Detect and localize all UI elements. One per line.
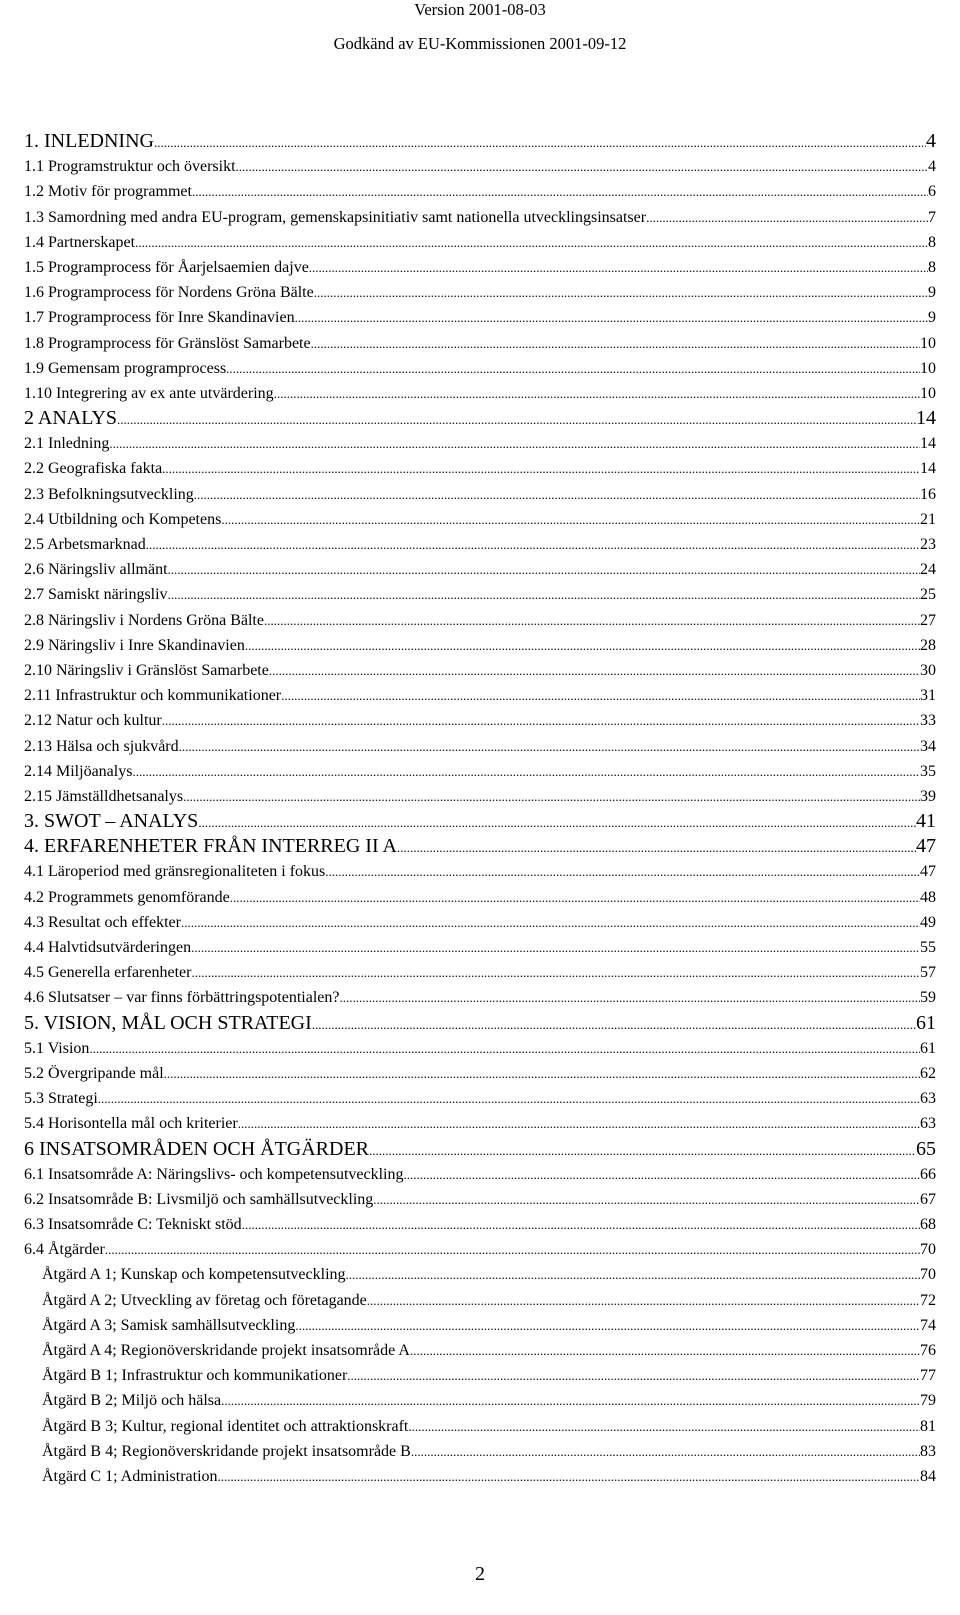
toc-entry-page: 57 [920, 964, 936, 982]
dot-leader [295, 1313, 920, 1338]
toc-entry-page: 21 [920, 510, 936, 528]
table-of-contents [24, 129, 936, 1489]
toc-entry[interactable] [24, 910, 936, 935]
toc-entry[interactable] [24, 1111, 936, 1136]
toc-entry-title: 5.4 Horisontella mål och kriterier [24, 1115, 238, 1133]
dot-leader [105, 1237, 920, 1262]
dot-leader [347, 1363, 920, 1388]
toc-entry[interactable] [24, 280, 936, 305]
toc-entry[interactable] [24, 129, 936, 154]
toc-entry-title: Åtgärd B 3; Kultur, regional identitet och attraktionskraft [42, 1417, 409, 1435]
toc-entry-title: 2.11 Infrastruktur och kommunikationer [24, 687, 282, 705]
toc-entry[interactable] [24, 1212, 936, 1237]
toc-entry-title: 2.5 Arbetsmarknad [24, 536, 146, 553]
toc-entry-title: 2.3 Befolkningsutveckling [24, 485, 194, 503]
dot-leader [314, 280, 928, 305]
toc-entry-title: 4. ERFARENHETER FRÅN INTERREG II A [24, 835, 397, 858]
toc-entry[interactable] [24, 557, 936, 582]
toc-entry-title: Åtgärd B 1; Infrastruktur och kommunikationer [42, 1367, 348, 1385]
toc-entry[interactable] [24, 431, 936, 456]
dot-leader [109, 431, 920, 456]
toc-entry-page: 8 [928, 233, 936, 251]
dot-leader [117, 407, 916, 432]
toc-entry-title: 5. VISION, MÅL OCH STRATEGI [24, 1011, 312, 1034]
toc-entry[interactable] [24, 1162, 936, 1187]
toc-entry-page: 35 [920, 762, 936, 780]
toc-entry-title: 1.8 Programprocess för Gränslöst Samarbete [24, 334, 311, 352]
toc-entry[interactable] [24, 1414, 936, 1439]
toc-entry-title: 6.1 Insatsområde A: Näringslivs- och kompetensutveckling [24, 1165, 404, 1183]
toc-entry-page: 55 [920, 939, 936, 956]
dot-leader [230, 885, 920, 910]
toc-entry-title: 5.2 Övergripande mål [24, 1064, 164, 1082]
dot-leader [264, 608, 920, 633]
toc-entry-title: 1.4 Partnerskapet [24, 233, 136, 251]
dot-leader [146, 532, 920, 557]
toc-entry[interactable] [24, 406, 936, 431]
dot-leader [98, 1086, 920, 1111]
dot-leader [309, 255, 928, 280]
toc-entry[interactable] [24, 1388, 936, 1413]
toc-entry-title: 2.7 Samiskt näringsliv [24, 586, 168, 604]
toc-entry[interactable] [24, 759, 936, 784]
dot-leader [168, 557, 920, 582]
toc-entry-page: 9 [928, 309, 936, 327]
toc-entry-page: 14 [920, 460, 936, 478]
toc-entry[interactable] [24, 1313, 936, 1338]
toc-entry-title: 1.5 Programprocess för Åarjelsaemien dajve [24, 258, 309, 276]
toc-entry-page: 77 [920, 1367, 936, 1385]
toc-entry-page: 47 [916, 835, 936, 858]
toc-entry[interactable] [24, 1137, 936, 1162]
dot-leader [646, 205, 928, 230]
dot-leader [162, 456, 920, 481]
toc-entry[interactable] [24, 1061, 936, 1086]
dot-leader [191, 935, 920, 960]
toc-entry-title: 1.2 Motiv för programmet [24, 183, 192, 201]
dot-leader [192, 179, 928, 204]
toc-entry[interactable] [24, 784, 936, 809]
toc-entry-title: 2.15 Jämställdhetsanalys [24, 787, 184, 805]
dot-leader [346, 1262, 920, 1287]
toc-entry-page: 63 [920, 1115, 936, 1133]
toc-entry-title: 4.6 Slutsatser – var finns förbättringspotentialen? [24, 989, 340, 1007]
dot-leader [89, 1036, 920, 1061]
toc-entry-page: 23 [920, 536, 936, 553]
dot-leader [367, 1288, 920, 1313]
toc-entry-title: 1.1 Programstruktur och översikt [24, 158, 236, 176]
toc-entry-title: 6.2 Insatsområde B: Livsmiljö och samhällsutveckling [24, 1190, 374, 1208]
dot-leader [132, 759, 920, 784]
toc-entry-page: 67 [920, 1190, 936, 1208]
toc-entry-page: 4 [926, 130, 936, 152]
toc-entry[interactable] [24, 331, 936, 356]
dot-leader [236, 154, 928, 179]
toc-entry[interactable] [24, 179, 936, 204]
dot-leader [311, 331, 920, 356]
toc-entry[interactable] [24, 985, 936, 1010]
toc-entry-title: 2.6 Näringsliv allmänt [24, 561, 168, 579]
dot-leader [181, 910, 920, 935]
toc-entry-page: 31 [920, 687, 936, 705]
toc-entry-title: 6 INSATSOMRÅDEN OCH ÅTGÄRDER [24, 1137, 370, 1160]
toc-entry[interactable] [24, 1464, 936, 1489]
toc-entry-title: 4.2 Programmets genomförande [24, 888, 230, 906]
toc-entry[interactable] [24, 205, 936, 230]
toc-entry-page: 81 [920, 1417, 936, 1435]
toc-entry-title: 6.4 Åtgärder [24, 1241, 105, 1259]
toc-entry-title: 5.3 Strategi [24, 1090, 98, 1108]
toc-entry-page: 62 [920, 1064, 936, 1082]
toc-entry-page: 10 [920, 384, 936, 402]
toc-entry-title: Åtgärd B 2; Miljö och hälsa [42, 1392, 222, 1410]
toc-entry-title: 5.1 Vision [24, 1039, 90, 1057]
toc-entry-title: Åtgärd A 1; Kunskap och kompetensutveckling [42, 1266, 346, 1284]
dot-leader [339, 985, 920, 1010]
dot-leader [245, 633, 920, 658]
toc-entry[interactable] [24, 608, 936, 633]
toc-entry-page: 79 [920, 1392, 936, 1410]
dot-leader [168, 582, 920, 607]
toc-entry-title: 1. INLEDNING [24, 130, 154, 152]
toc-entry-page: 83 [920, 1442, 936, 1460]
toc-entry-page: 10 [920, 359, 936, 377]
toc-entry[interactable] [24, 859, 936, 884]
toc-entry-page: 68 [920, 1216, 936, 1234]
toc-entry-page: 14 [916, 407, 936, 430]
toc-entry-page: 4 [928, 158, 936, 176]
toc-entry-page: 59 [920, 989, 936, 1007]
toc-entry-page: 70 [920, 1266, 936, 1284]
toc-entry[interactable] [24, 960, 936, 985]
toc-entry[interactable] [24, 381, 936, 406]
toc-entry[interactable] [24, 1187, 936, 1212]
toc-entry[interactable] [24, 482, 936, 507]
toc-entry-title: 2.4 Utbildning och Kompetens [24, 510, 222, 528]
toc-entry-title: 1.7 Programprocess för Inre Skandinavien [24, 309, 295, 327]
toc-entry-title: 2.9 Näringsliv i Inre Skandinavien [24, 636, 245, 654]
toc-entry-page: 14 [920, 435, 936, 453]
toc-entry-title: 2.12 Natur och kultur [24, 712, 162, 730]
toc-entry-page: 76 [920, 1342, 936, 1359]
dot-leader [198, 810, 916, 835]
toc-entry[interactable] [24, 154, 936, 179]
toc-entry-page: 30 [920, 661, 936, 679]
toc-entry-title: Åtgärd A 3; Samisk samhällsutveckling [42, 1316, 296, 1334]
dot-leader [411, 1439, 920, 1464]
dot-leader [295, 305, 928, 330]
toc-entry[interactable] [24, 708, 936, 733]
dot-leader [226, 356, 920, 381]
toc-entry[interactable] [24, 1237, 936, 1262]
dot-leader [312, 1012, 916, 1037]
toc-entry-title: 2.10 Näringsliv i Gränslöst Samarbete [24, 661, 269, 679]
toc-entry-page: 41 [916, 810, 936, 833]
toc-entry-page: 9 [928, 284, 936, 302]
toc-entry[interactable] [24, 507, 936, 532]
dot-leader [135, 230, 928, 255]
toc-entry-page: 72 [920, 1291, 936, 1309]
dot-leader [179, 734, 920, 759]
toc-entry[interactable] [24, 633, 936, 658]
toc-entry-page: 48 [920, 888, 936, 906]
toc-entry-title: Åtgärd A 4; Regionöverskridande projekt insatsområde A [42, 1342, 410, 1359]
dot-leader [194, 482, 920, 507]
toc-entry-title: 2.2 Geografiska fakta [24, 460, 163, 478]
toc-entry[interactable] [24, 935, 936, 960]
toc-entry-page: 39 [920, 787, 936, 805]
dot-leader [164, 1061, 920, 1086]
toc-entry-title: 1.3 Samordning med andra EU-program, gemenskapsinitiativ samt nationella utvecklingsinsatser [24, 208, 647, 226]
toc-entry-page: 66 [920, 1165, 936, 1183]
toc-entry-title: 2 ANALYS [24, 407, 118, 430]
toc-entry-title: 2.8 Näringsliv i Nordens Gröna Bälte [24, 611, 264, 629]
toc-entry[interactable] [24, 255, 936, 280]
toc-entry-page: 25 [920, 586, 936, 604]
dot-leader [218, 1464, 920, 1489]
toc-entry-page: 8 [928, 258, 936, 276]
toc-entry[interactable] [24, 885, 936, 910]
dot-leader [221, 1388, 920, 1413]
dot-leader [408, 1414, 920, 1439]
toc-entry-page: 16 [920, 485, 936, 503]
toc-entry-title: Åtgärd C 1; Administration [42, 1467, 218, 1485]
toc-entry-page: 61 [916, 1011, 936, 1034]
toc-entry-page: 65 [916, 1137, 936, 1160]
dot-leader [410, 1338, 920, 1363]
toc-entry-page: 70 [920, 1241, 936, 1259]
dot-leader [154, 130, 926, 155]
dot-leader [403, 1162, 920, 1187]
toc-entry-title: 1.9 Gemensam programprocess [24, 359, 227, 377]
toc-entry-title: 3. SWOT – ANALYS [24, 810, 199, 833]
toc-entry[interactable] [24, 582, 936, 607]
toc-entry-page: 7 [928, 208, 936, 226]
dot-leader [242, 1212, 920, 1237]
dot-leader [325, 859, 920, 884]
toc-entry[interactable] [24, 230, 936, 255]
toc-entry[interactable] [24, 1439, 936, 1464]
toc-entry[interactable] [24, 734, 936, 759]
toc-entry-page: 10 [920, 334, 936, 352]
dot-leader [221, 507, 920, 532]
page-number: 2 [475, 1563, 485, 1585]
toc-entry-title: 1.10 Integrering av ex ante utvärdering [24, 384, 274, 402]
toc-entry[interactable] [24, 305, 936, 330]
toc-entry-title: 4.3 Resultat och effekter [24, 913, 181, 931]
dot-leader [397, 835, 916, 860]
toc-entry-title: 4.4 Halvtidsutvärderingen [24, 939, 192, 956]
toc-entry[interactable] [24, 356, 936, 381]
toc-entry-page: 84 [920, 1467, 936, 1485]
toc-entry[interactable] [24, 1011, 936, 1036]
toc-entry-page: 47 [920, 863, 936, 881]
toc-entry-title: 1.6 Programprocess för Nordens Gröna Bälte [24, 284, 314, 302]
toc-entry-title: Åtgärd A 2; Utveckling av företag och företagande [42, 1291, 367, 1309]
toc-entry-title: 4.5 Generella erfarenheter [24, 964, 192, 982]
toc-entry-page: 63 [920, 1090, 936, 1108]
dot-leader [269, 658, 920, 683]
toc-entry-title: Åtgärd B 4; Regionöverskridande projekt insatsområde B [42, 1442, 411, 1460]
toc-entry-page: 74 [920, 1316, 936, 1334]
dot-leader [183, 784, 920, 809]
dot-leader [162, 708, 920, 733]
toc-entry-page: 34 [920, 737, 936, 755]
toc-entry-title: 2.13 Hälsa och sjukvård [24, 737, 179, 755]
toc-entry-page: 33 [920, 712, 936, 730]
toc-entry[interactable] [24, 1338, 936, 1363]
toc-entry-page: 6 [928, 183, 936, 201]
toc-entry[interactable] [24, 1086, 936, 1111]
dot-leader [274, 381, 920, 406]
toc-entry-title: 4.1 Läroperiod med gränsregionaliteten i fokus [24, 863, 326, 881]
toc-entry[interactable] [24, 1262, 936, 1287]
toc-entry[interactable] [24, 658, 936, 683]
toc-entry-title: 2.14 Miljöanalys [24, 762, 133, 780]
dot-leader [238, 1111, 920, 1136]
toc-entry-page: 27 [920, 611, 936, 629]
toc-entry[interactable] [24, 1288, 936, 1313]
toc-entry[interactable] [24, 456, 936, 481]
toc-entry[interactable] [24, 1363, 936, 1388]
toc-entry[interactable] [24, 809, 936, 834]
dot-leader [191, 960, 920, 985]
toc-entry-page: 28 [920, 636, 936, 654]
toc-entry-page: 24 [920, 561, 936, 579]
version-header: Version 2001-08-03 [414, 0, 546, 19]
toc-entry[interactable] [24, 1036, 936, 1061]
dot-leader [369, 1138, 916, 1163]
toc-entry[interactable] [24, 683, 936, 708]
toc-entry-title: 2.1 Inledning [24, 435, 110, 453]
toc-entry-title: 6.3 Insatsområde C: Tekniskt stöd [24, 1216, 242, 1234]
dot-leader [281, 683, 920, 708]
toc-entry-page: 49 [920, 913, 936, 931]
dot-leader [373, 1187, 920, 1212]
toc-entry[interactable] [24, 834, 936, 859]
approval-header: Godkänd av EU-Kommissionen 2001-09-12 [333, 34, 627, 53]
toc-entry-page: 61 [920, 1039, 936, 1057]
toc-entry[interactable] [24, 532, 936, 557]
